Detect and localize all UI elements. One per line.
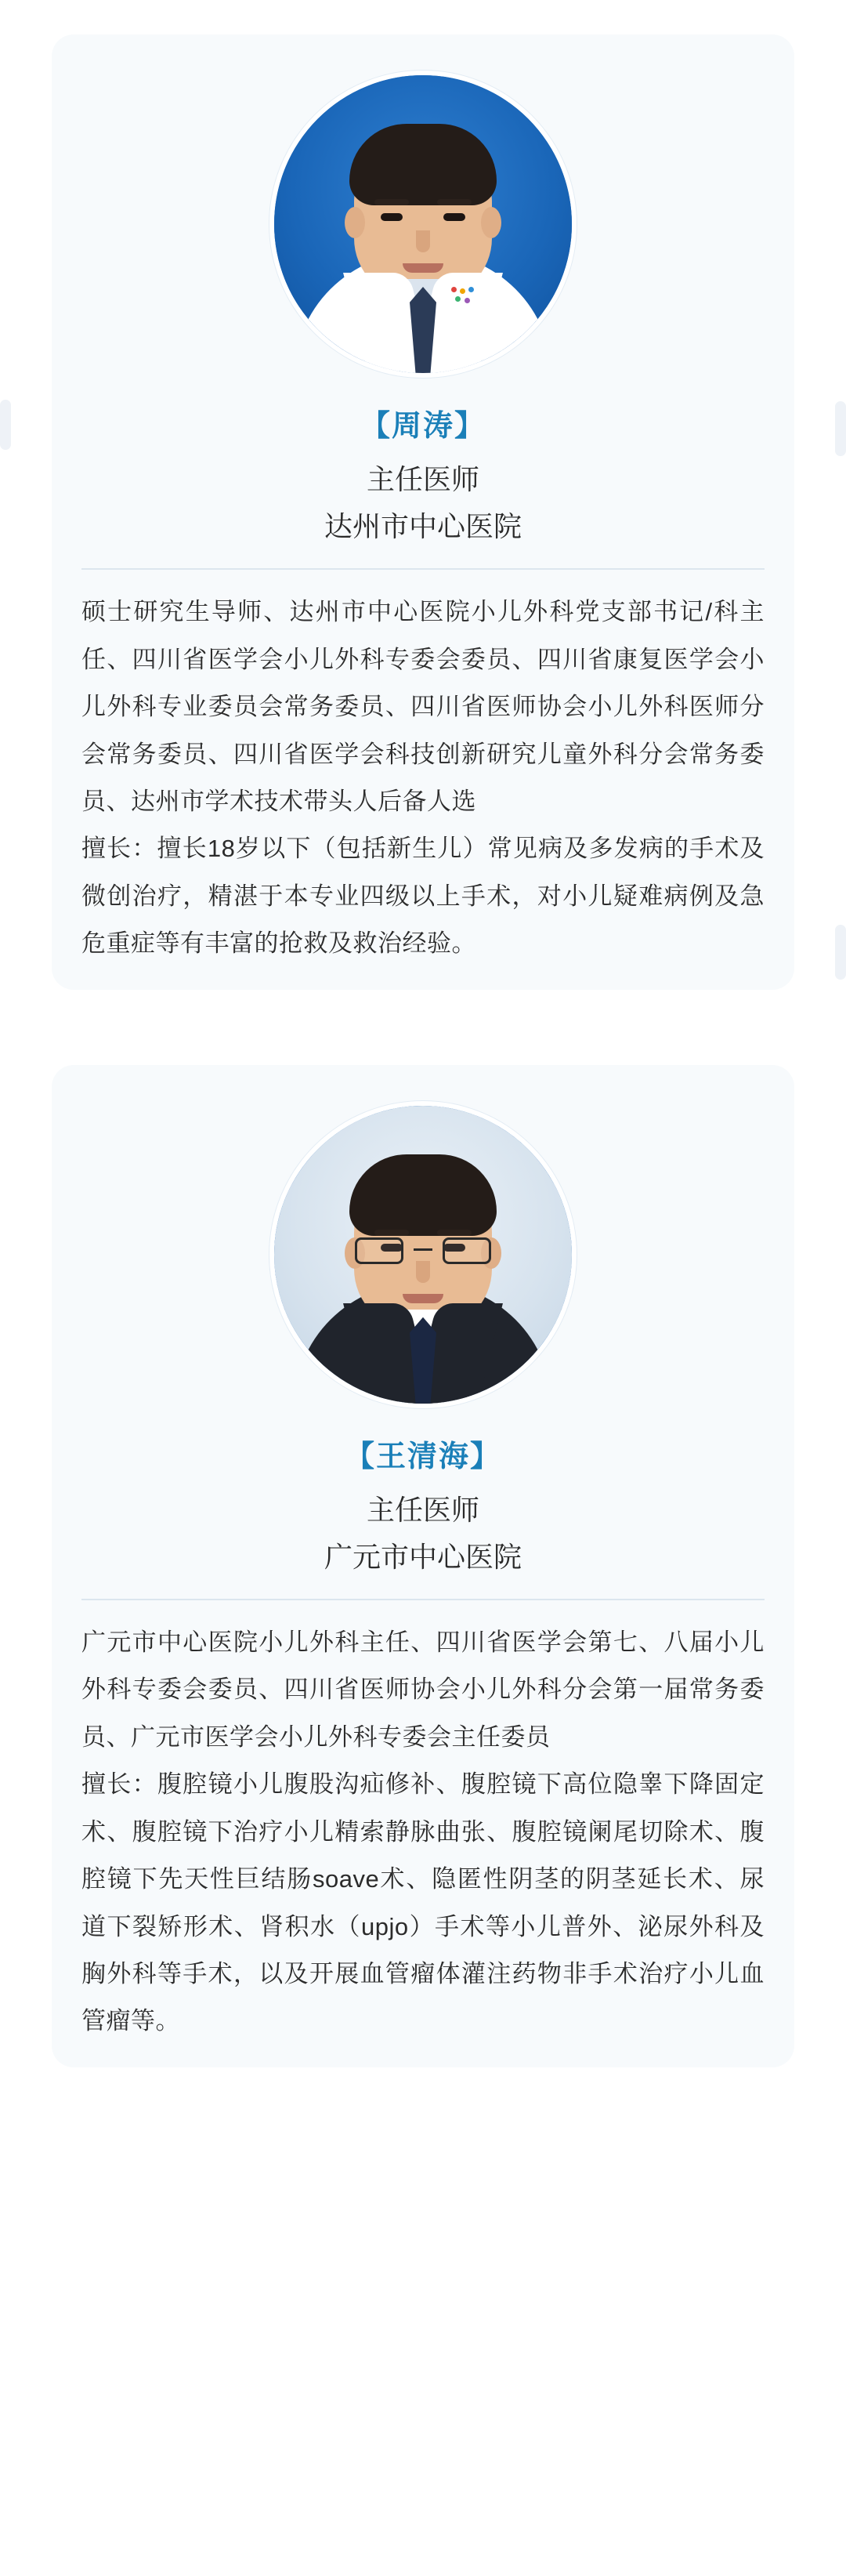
portrait-illustration (274, 1106, 572, 1404)
bottom-spacer (0, 2067, 846, 2102)
doctor-bio (81, 1619, 765, 2045)
lapel-pin-icon (451, 287, 483, 307)
doctor-hospital: 达州市中心医院 (324, 510, 522, 543)
doctor-photo-container (52, 1095, 794, 1408)
card-top-spacer (52, 1065, 794, 1095)
card-divider (81, 1599, 765, 1600)
doctor-title: 主任医师 (366, 1493, 479, 1526)
doctor-name: 【王清海】 (344, 1440, 501, 1473)
right-edge-decoration (833, 0, 846, 2576)
doctor-photo-container (52, 64, 794, 378)
decoration-block (835, 401, 846, 456)
doctor-photo (269, 1101, 577, 1408)
decoration-block (0, 400, 11, 450)
doctor-card (52, 1065, 794, 2067)
card-gap (0, 990, 846, 1065)
doctor-bio-text: 硕士研究生导师、达州市中心医院小儿外科党支部书记/科主任、四川省医学会小儿外科专委会委员、四川省康复医学会小儿外科专业委员会常务委员、四川省医师协会小儿外科医师分会常务委员、四川省医学会科技创新研究儿童外科分会常务委员、达州市学术技术带头人后备人选 (81, 598, 765, 815)
doctor-photo (269, 71, 577, 378)
doctor-title: 主任医师 (366, 463, 479, 496)
doctor-speciality-text: 擅长：腹腔镜小儿腹股沟疝修补、腹腔镜下高位隐睾下降固定术、腹腔镜下治疗小儿精索静脉曲张、腹腔镜阑尾切除术、腹腔镜下先天性巨结肠soave术、隐匿性阴茎的阴茎延长术、尿道下裂矫形术、肾积水（upjo）手术等小儿普外、泌尿外科及胸外科等手术，以及开展血管瘤体灌注药物非手术治疗小儿血管瘤等。 (81, 1770, 765, 2035)
doctor-hospital: 广元市中心医院 (324, 1540, 522, 1573)
doctor-name: 【周涛】 (360, 410, 486, 443)
left-edge-decoration (0, 0, 13, 2576)
glasses-icon (353, 1237, 493, 1264)
doctor-bio-text: 广元市中心医院小儿外科主任、四川省医学会第七、八届小儿外科专委会委员、四川省医师协会小儿外科分会第一届常务委员、广元市医学会小儿外科专委会主任委员 (81, 1628, 765, 1751)
card-top-spacer (52, 34, 794, 64)
portrait-illustration (274, 75, 572, 373)
doctor-card (52, 34, 794, 990)
doctor-speciality-text: 擅长：擅长18岁以下（包括新生儿）常见病及多发病的手术及微创治疗，精湛于本专业四级以上手术，对小儿疑难病例及急危重症等有丰富的抢救及救治经验。 (81, 835, 765, 958)
top-spacer (0, 0, 846, 34)
doctor-bio (81, 589, 765, 968)
decoration-block (835, 925, 846, 980)
card-divider (81, 568, 765, 570)
